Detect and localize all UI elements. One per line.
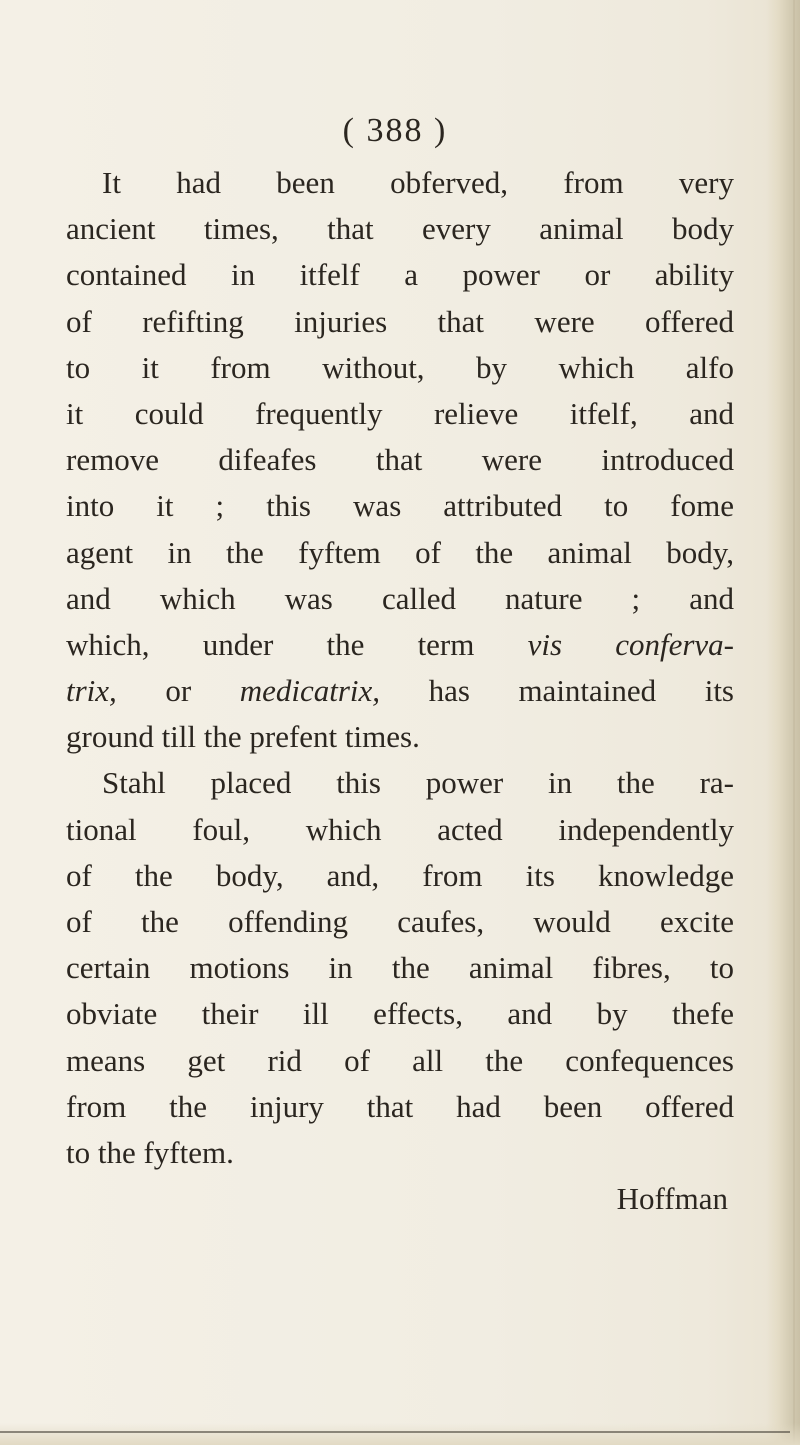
page-bottom-shading xyxy=(0,1423,800,1445)
text-line: ground till the prefent times. xyxy=(66,719,420,755)
page-bottom-line xyxy=(0,1431,790,1433)
text-line: of the offending caufes, would excite xyxy=(66,904,734,939)
text-line xyxy=(66,668,734,714)
text-line: agent in the fyftem of the animal body, xyxy=(66,534,734,570)
text-line: contained in itfelf a power or ability xyxy=(66,257,734,293)
text-line: means get rid of all the confequences xyxy=(66,1042,734,1078)
text-line: from the injury that had been offered xyxy=(66,1088,734,1124)
text-line: of refifting injuries that were offered xyxy=(66,303,734,339)
text-line: it could frequently relieve itfelf, and xyxy=(66,395,734,431)
page-edge-line xyxy=(793,0,795,1445)
italic-term: medicatrix, xyxy=(239,673,381,709)
text-line: remove difeafes that were introduced xyxy=(66,442,734,478)
text-fragment: which, under the term xyxy=(66,626,528,662)
text-line: to the fyftem. xyxy=(66,1134,234,1170)
text-line: and which was called nature ; and xyxy=(66,580,734,616)
text-line: to it from without, by which alfo xyxy=(66,349,734,385)
text-line: into it ; this was attributed to fome xyxy=(66,488,734,524)
text-line: tional foul, which acted independently xyxy=(66,811,734,847)
text-line: obviate their ill effects, and by thefe xyxy=(66,996,734,1032)
text-line xyxy=(66,622,734,668)
text-line: of the body, and, from its knowledge xyxy=(66,857,734,893)
catchword: Hoffman xyxy=(616,1181,728,1217)
text-line: Stahl placed this power in the ra- xyxy=(102,765,734,801)
text-fragment: or xyxy=(116,673,240,709)
text-fragment: has maintained its xyxy=(380,673,735,709)
italic-term: vis conferva- xyxy=(527,626,734,662)
text-line: certain motions in the animal fibres, to xyxy=(66,950,734,986)
text-line: ancient times, that every animal body xyxy=(66,211,734,247)
body-text xyxy=(66,160,734,1222)
italic-term: trix, xyxy=(66,673,117,709)
page-number: ( 388 ) xyxy=(342,112,448,149)
text-line: It had been obferved, from very xyxy=(102,165,734,200)
